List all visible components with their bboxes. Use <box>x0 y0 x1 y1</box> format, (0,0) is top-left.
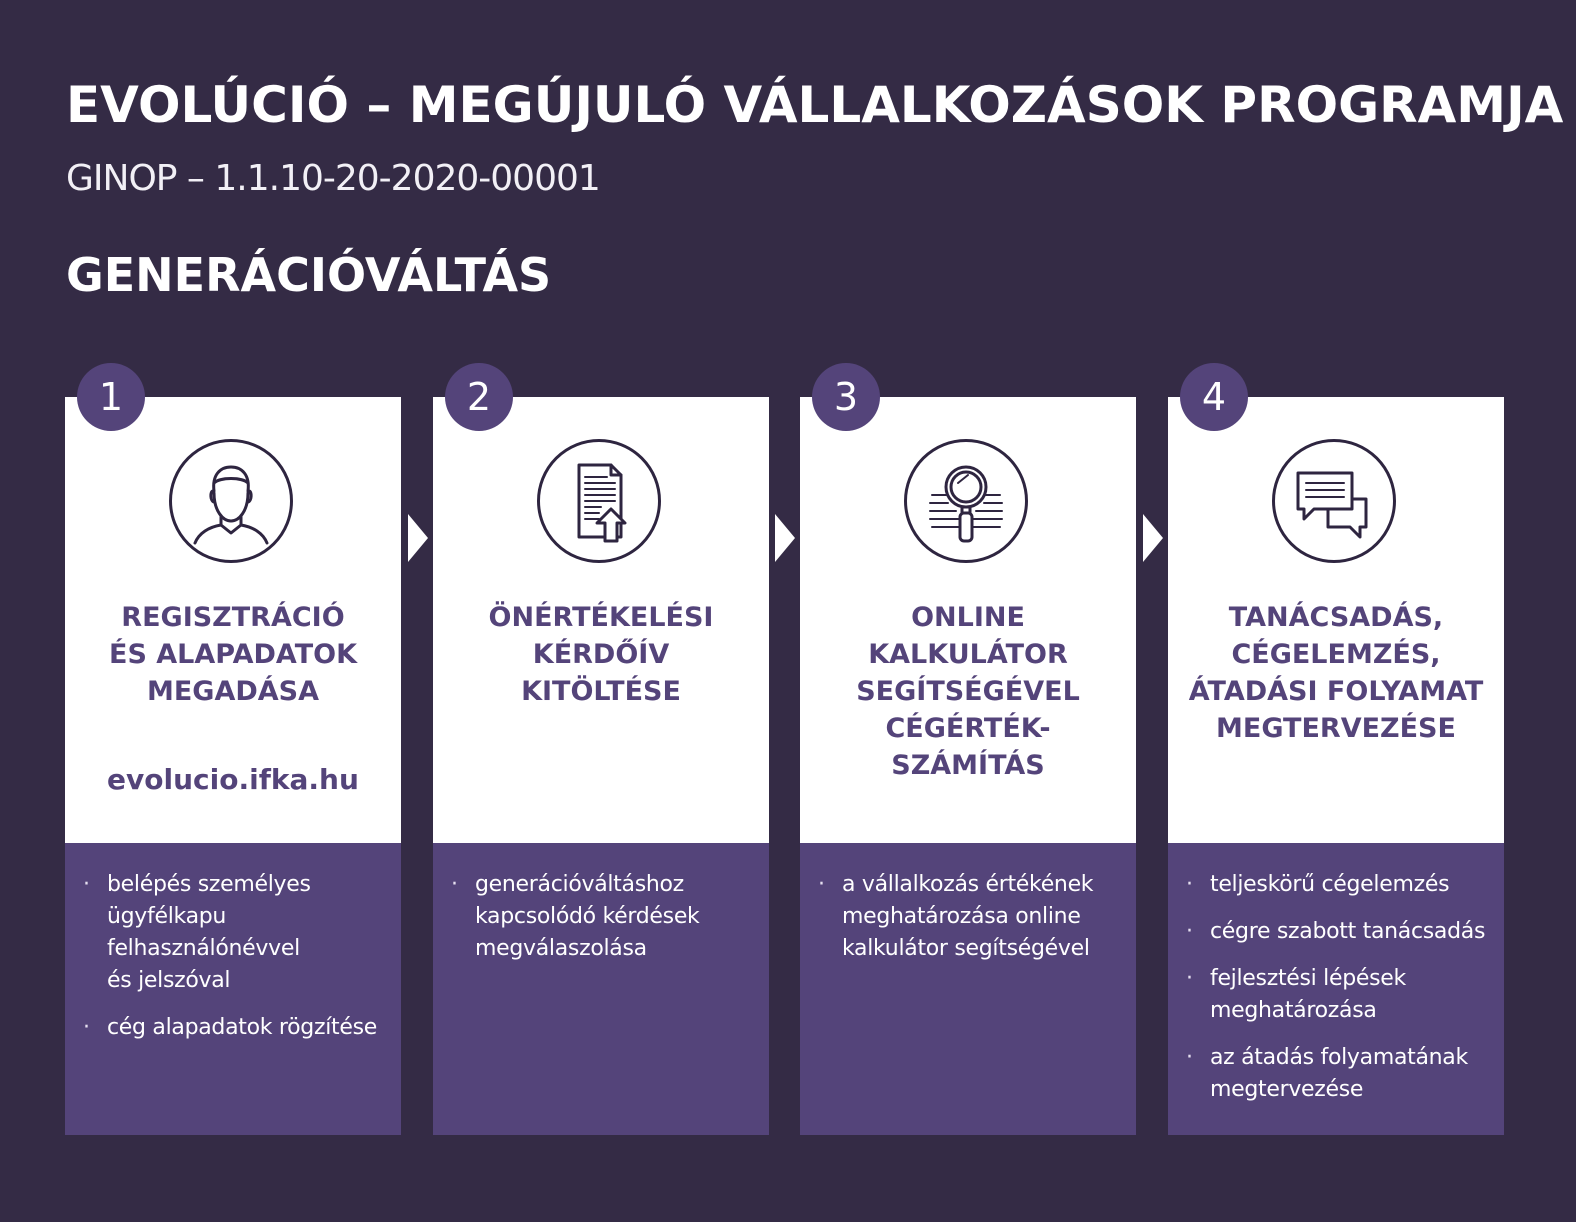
list-item: · teljeskörű cégelemzés <box>1186 872 1450 897</box>
step-title: REGISZTRÁCIÓ ÉS ALAPADATOK MEGADÁSA <box>109 602 357 707</box>
chat-bubbles-icon <box>1272 439 1396 563</box>
bullet-list <box>83 869 393 1059</box>
document-upload-icon <box>537 439 661 563</box>
list-item: · generációváltáshoz kapcsolódó kérdések megválaszolása <box>451 872 700 961</box>
project-code: GINOP – 1.1.10-20-2020-00001 <box>66 158 600 199</box>
website-link[interactable]: evolucio.ifka.hu <box>107 763 359 796</box>
step-card-top <box>800 397 1136 843</box>
step-number-badge: 1 <box>77 363 145 431</box>
step-card-2 <box>433 375 769 1135</box>
bullet-list <box>1186 869 1496 1121</box>
step-card-details <box>800 843 1136 1135</box>
step-card-top <box>1168 397 1504 843</box>
step-card-top <box>433 397 769 843</box>
list-item: · fejlesztési lépések meghatározása <box>1186 966 1406 1023</box>
step-card-3 <box>800 375 1136 1135</box>
section-title: GENERÁCIÓVÁLTÁS <box>66 248 552 302</box>
step-card-details <box>433 843 769 1135</box>
step-number-badge: 3 <box>812 363 880 431</box>
step-title: TANÁCSADÁS, CÉGELEMZÉS, ÁTADÁSI FOLYAMAT MEGTERVEZÉSE <box>1188 602 1484 744</box>
step-card-1 <box>65 375 401 1135</box>
step-title: ÖNÉRTÉKELÉSI KÉRDŐÍV KITÖLTÉSE <box>488 602 714 707</box>
list-item: · cégre szabott tanácsadás <box>1186 919 1486 944</box>
list-item: · belépés személyes ügyfélkapu felhasználónévvel és jelszóval <box>83 872 311 993</box>
bullet-list <box>818 869 1128 980</box>
magnifier-icon <box>904 439 1028 563</box>
list-item: · cég alapadatok rögzítése <box>83 1015 377 1040</box>
step-title: ONLINE KALKULÁTOR SEGÍTSÉGÉVEL CÉGÉRTÉK- SZÁMÍTÁS <box>856 602 1080 781</box>
step-number-badge: 4 <box>1180 363 1248 431</box>
user-icon <box>169 439 293 563</box>
chevron-right-icon <box>408 514 428 562</box>
bullet-list <box>451 869 761 980</box>
chevron-right-icon <box>775 514 795 562</box>
step-card-details <box>1168 843 1504 1135</box>
list-item: · a vállalkozás értékének meghatározása online kalkulátor segítségével <box>818 872 1094 961</box>
chevron-right-icon <box>1143 514 1163 562</box>
step-number-badge: 2 <box>445 363 513 431</box>
step-card-4 <box>1168 375 1504 1135</box>
list-item: · az átadás folyamatának megtervezése <box>1186 1045 1468 1102</box>
step-card-details <box>65 843 401 1135</box>
page-title: EVOLÚCIÓ – MEGÚJULÓ VÁLLALKOZÁSOK PROGRAMJA <box>66 76 1564 134</box>
step-card-top <box>65 397 401 843</box>
